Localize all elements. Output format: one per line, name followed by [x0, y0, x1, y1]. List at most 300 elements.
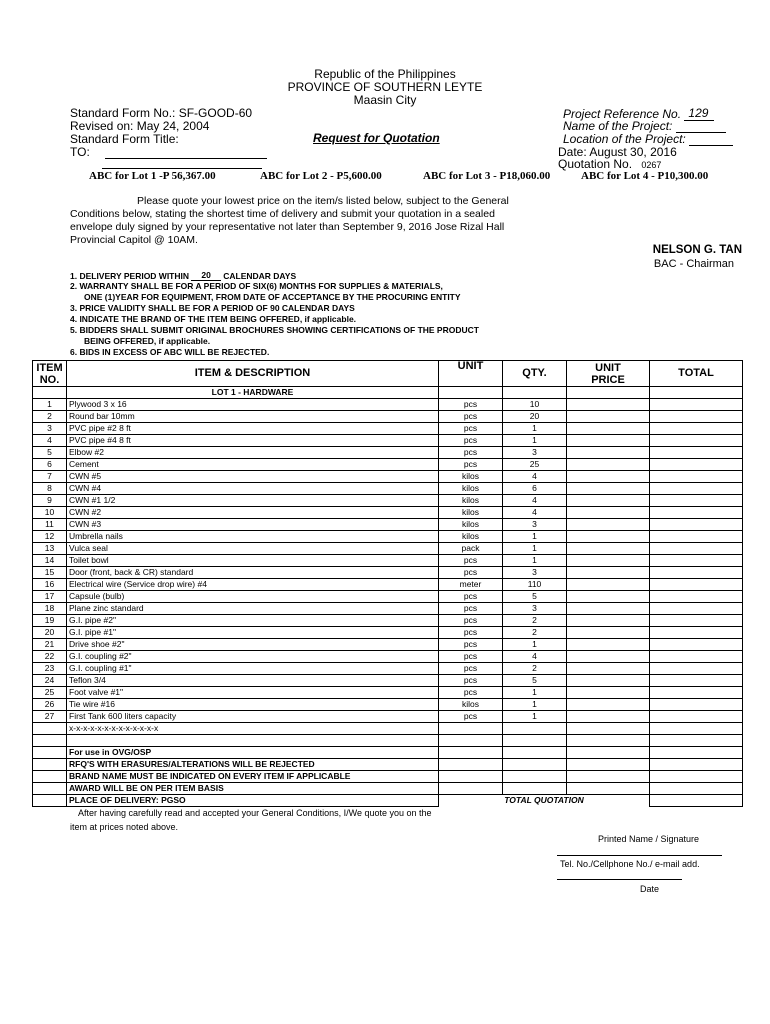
- to-field-line-2[interactable]: [102, 168, 262, 169]
- item-unit-cell: pcs: [439, 651, 503, 663]
- abc-lot-3: ABC for Lot 3 - P18,060.00: [423, 170, 551, 182]
- item-total-field[interactable]: [650, 483, 743, 495]
- revised-on: Revised on: May 24, 2004: [70, 119, 210, 133]
- item-no-cell: 14: [33, 555, 67, 567]
- item-unit-cell: pcs: [439, 423, 503, 435]
- item-desc-cell: PVC pipe #2 8 ft: [67, 423, 439, 435]
- intro-line-2: Conditions below, stating the shortest time of delivery and submit your quotation in a sealed: [70, 208, 495, 220]
- item-desc-cell: Foot valve #1": [67, 687, 439, 699]
- table-row: [33, 651, 743, 663]
- item-no-cell: 24: [33, 675, 67, 687]
- date-label: Date: [640, 884, 660, 894]
- item-unit-price-field[interactable]: [567, 531, 650, 543]
- project-name-label: Name of the Project:: [563, 119, 673, 133]
- item-total-field[interactable]: [650, 687, 743, 699]
- item-qty-cell: 4: [503, 651, 567, 663]
- note-cell-empty: [650, 747, 743, 759]
- item-unit-price-field[interactable]: [567, 483, 650, 495]
- item-qty-cell: 4: [503, 507, 567, 519]
- item-total-field[interactable]: [650, 519, 743, 531]
- blank-cell: [439, 735, 503, 747]
- blank-cell: [503, 735, 567, 747]
- lot-cell-price: [567, 387, 650, 399]
- note-text: AWARD WILL BE ON PER ITEM BASIS: [67, 783, 439, 795]
- item-no-cell: 11: [33, 519, 67, 531]
- item-unit-cell: pcs: [439, 627, 503, 639]
- item-desc-cell: G.I. coupling #2": [67, 651, 439, 663]
- date-line: Date: August 30, 2016: [558, 145, 677, 159]
- item-unit-price-field[interactable]: [567, 591, 650, 603]
- item-total-field[interactable]: [650, 675, 743, 687]
- item-qty-cell: 1: [503, 423, 567, 435]
- item-no-cell: 10: [33, 507, 67, 519]
- item-qty-cell: 20: [503, 411, 567, 423]
- blank-cell: [650, 735, 743, 747]
- item-unit-price-field[interactable]: [567, 615, 650, 627]
- note-cell-empty: [503, 771, 567, 783]
- table-row: [33, 483, 743, 495]
- item-qty-cell: 5: [503, 675, 567, 687]
- item-desc-cell: Toilet bowl: [67, 555, 439, 567]
- item-unit-price-field[interactable]: [567, 399, 650, 411]
- note-cell-empty: [439, 747, 503, 759]
- note-cell-empty: [503, 759, 567, 771]
- lot-cell-unit: [439, 387, 503, 399]
- items-table: [32, 360, 743, 807]
- condition-5b: BEING OFFERED, if applicable.: [84, 336, 211, 346]
- item-total-field[interactable]: [650, 567, 743, 579]
- terminator-cell-empty: [650, 723, 743, 735]
- table-row: [33, 675, 743, 687]
- note-row: [33, 795, 743, 807]
- item-unit-cell: kilos: [439, 495, 503, 507]
- table-row: [33, 555, 743, 567]
- item-unit-cell: kilos: [439, 507, 503, 519]
- item-qty-cell: 4: [503, 471, 567, 483]
- item-unit-cell: pcs: [439, 591, 503, 603]
- chairman-name: NELSON G. TAN: [652, 244, 742, 256]
- item-no-cell: 15: [33, 567, 67, 579]
- item-qty-cell: 4: [503, 495, 567, 507]
- item-unit-cell: pcs: [439, 663, 503, 675]
- item-unit-price-field[interactable]: [567, 603, 650, 615]
- republic-line: Republic of the Philippines: [314, 67, 456, 81]
- item-unit-price-field[interactable]: [567, 471, 650, 483]
- note-cell-empty: [567, 747, 650, 759]
- note-row: [33, 759, 743, 771]
- rfq-title: Request for Quotation: [313, 131, 440, 145]
- item-unit-price-field[interactable]: [567, 675, 650, 687]
- item-unit-cell: pcs: [439, 555, 503, 567]
- table-row: [33, 519, 743, 531]
- item-desc-cell: CWN #4: [67, 483, 439, 495]
- project-ref-label: Project Reference No.: [563, 107, 682, 121]
- note-row: [33, 771, 743, 783]
- item-unit-cell: kilos: [439, 471, 503, 483]
- item-no-cell: 16: [33, 579, 67, 591]
- item-unit-price-field[interactable]: [567, 627, 650, 639]
- item-total-field[interactable]: [650, 543, 743, 555]
- item-no-cell: 13: [33, 543, 67, 555]
- item-unit-cell: pcs: [439, 411, 503, 423]
- condition-1-pre: 1. DELIVERY PERIOD WITHIN: [70, 271, 192, 281]
- terminator-cell-empty: [439, 723, 503, 735]
- item-desc-cell: Plane zinc standard: [67, 603, 439, 615]
- item-unit-price-field[interactable]: [567, 567, 650, 579]
- project-location-label: Location of the Project:: [563, 132, 686, 146]
- to-field[interactable]: [105, 158, 267, 159]
- item-no-cell: 3: [33, 423, 67, 435]
- condition-3: 3. PRICE VALIDITY SHALL BE FOR A PERIOD OF 90 CALENDAR DAYS: [70, 303, 355, 313]
- footer-line-1: After having carefully read and accepted your General Conditions, I/We quote you on the: [78, 808, 432, 818]
- item-total-field[interactable]: [650, 507, 743, 519]
- item-desc-cell: Plywood 3 x 16: [67, 399, 439, 411]
- item-qty-cell: 1: [503, 531, 567, 543]
- blank-cell: [567, 735, 650, 747]
- item-no-cell: 18: [33, 603, 67, 615]
- item-total-field[interactable]: [650, 711, 743, 723]
- item-total-field[interactable]: [650, 639, 743, 651]
- item-qty-cell: 1: [503, 543, 567, 555]
- table-row: [33, 507, 743, 519]
- note-cell-no: [33, 771, 67, 783]
- table-row: [33, 579, 743, 591]
- table-row: [33, 399, 743, 411]
- item-unit-price-field[interactable]: [567, 519, 650, 531]
- table-row: [33, 711, 743, 723]
- item-no-cell: 6: [33, 459, 67, 471]
- item-unit-cell: kilos: [439, 531, 503, 543]
- chairman-title: BAC - Chairman: [653, 258, 734, 270]
- item-unit-cell: pcs: [439, 675, 503, 687]
- note-row: [33, 747, 743, 759]
- intro-line-1: Please quote your lowest price on the item/s listed below, subject to the General: [137, 195, 509, 207]
- table-row: [33, 471, 743, 483]
- item-qty-cell: 2: [503, 663, 567, 675]
- item-total-field[interactable]: [650, 447, 743, 459]
- condition-2a: 2. WARRANTY SHALL BE FOR A PERIOD OF SIX(6) MONTHS FOR SUPPLIES & MATERIALS,: [70, 281, 443, 291]
- item-total-field[interactable]: [650, 591, 743, 603]
- table-row: [33, 687, 743, 699]
- item-no-cell: 5: [33, 447, 67, 459]
- item-unit-price-field[interactable]: [567, 639, 650, 651]
- city-line: Maasin City: [353, 93, 417, 107]
- total-quotation-field[interactable]: [650, 795, 743, 807]
- item-unit-cell: pcs: [439, 435, 503, 447]
- item-unit-price-field[interactable]: [567, 711, 650, 723]
- item-unit-price-field[interactable]: [567, 423, 650, 435]
- item-unit-price-field[interactable]: [567, 447, 650, 459]
- condition-1-days: 20: [191, 270, 220, 281]
- terminator-cell-empty: [567, 723, 650, 735]
- col-header-description: ITEM & DESCRIPTION: [67, 361, 439, 387]
- note-cell-empty: [650, 783, 743, 795]
- item-qty-cell: 1: [503, 711, 567, 723]
- item-qty-cell: 1: [503, 687, 567, 699]
- quotation-label: Quotation No.: [558, 157, 633, 171]
- item-desc-cell: Cement: [67, 459, 439, 471]
- project-location: [563, 132, 733, 146]
- item-unit-cell: pack: [439, 543, 503, 555]
- item-qty-cell: 1: [503, 435, 567, 447]
- project-ref-value[interactable]: 129: [684, 106, 714, 121]
- item-desc-cell: First Tank 600 liters capacity: [67, 711, 439, 723]
- item-unit-cell: meter: [439, 579, 503, 591]
- project-location-field[interactable]: [689, 145, 733, 146]
- col-header-unit: UNIT: [439, 361, 503, 387]
- terminator-text: x-x-x-x-x-x-x-x-x-x-x-x-x: [67, 723, 439, 735]
- table-row: [33, 615, 743, 627]
- date-signature-line[interactable]: [557, 879, 682, 880]
- item-desc-cell: Electrical wire (Service drop wire) #4: [67, 579, 439, 591]
- condition-4: 4. INDICATE THE BRAND OF THE ITEM BEING OFFERED, if applicable.: [70, 314, 357, 324]
- item-unit-cell: pcs: [439, 447, 503, 459]
- item-no-cell: 20: [33, 627, 67, 639]
- table-row: [33, 603, 743, 615]
- item-total-field[interactable]: [650, 615, 743, 627]
- item-desc-cell: Tie wire #16: [67, 699, 439, 711]
- item-unit-cell: pcs: [439, 615, 503, 627]
- item-no-cell: 1: [33, 399, 67, 411]
- col-header-unit-price: UNIT PRICE: [567, 361, 650, 387]
- item-no-cell: 25: [33, 687, 67, 699]
- item-total-field[interactable]: [650, 579, 743, 591]
- blank-cell: [33, 735, 67, 747]
- col-header-item-no: ITEM NO.: [33, 361, 67, 387]
- note-cell-no: [33, 759, 67, 771]
- item-no-cell: 12: [33, 531, 67, 543]
- quotation-no: [558, 157, 661, 171]
- abc-lot-4: ABC for Lot 4 - P10,300.00: [581, 170, 709, 182]
- table-row: [33, 639, 743, 651]
- note-cell-empty: [439, 759, 503, 771]
- printed-name-label: Printed Name / Signature: [598, 834, 700, 844]
- item-unit-price-field[interactable]: [567, 543, 650, 555]
- item-total-field[interactable]: [650, 411, 743, 423]
- note-cell-empty: [503, 747, 567, 759]
- table-row: [33, 459, 743, 471]
- item-desc-cell: CWN #2: [67, 507, 439, 519]
- item-qty-cell: 10: [503, 399, 567, 411]
- item-qty-cell: 110: [503, 579, 567, 591]
- item-unit-price-field[interactable]: [567, 411, 650, 423]
- item-desc-cell: Door (front, back & CR) standard: [67, 567, 439, 579]
- item-no-cell: 17: [33, 591, 67, 603]
- item-total-field[interactable]: [650, 651, 743, 663]
- item-unit-price-field[interactable]: [567, 699, 650, 711]
- table-row: [33, 543, 743, 555]
- blank-row: [33, 735, 743, 747]
- item-unit-price-field[interactable]: [567, 459, 650, 471]
- item-desc-cell: CWN #3: [67, 519, 439, 531]
- item-total-field[interactable]: [650, 495, 743, 507]
- item-unit-cell: kilos: [439, 519, 503, 531]
- item-total-field[interactable]: [650, 399, 743, 411]
- item-qty-cell: 1: [503, 639, 567, 651]
- item-total-field[interactable]: [650, 603, 743, 615]
- item-unit-price-field[interactable]: [567, 555, 650, 567]
- note-cell-empty: [650, 771, 743, 783]
- item-qty-cell: 2: [503, 615, 567, 627]
- note-cell-no: [33, 795, 67, 807]
- col-header-total: TOTAL: [650, 361, 743, 387]
- intro-line-4: Provincial Capitol @ 10AM.: [70, 234, 198, 246]
- item-unit-price-field[interactable]: [567, 435, 650, 447]
- item-no-cell: 26: [33, 699, 67, 711]
- table-row: [33, 591, 743, 603]
- items-body: [33, 387, 743, 807]
- item-no-cell: 23: [33, 663, 67, 675]
- item-no-cell: 2: [33, 411, 67, 423]
- lot-cell-no: [33, 387, 67, 399]
- item-desc-cell: Elbow #2: [67, 447, 439, 459]
- item-desc-cell: CWN #1 1/2: [67, 495, 439, 507]
- item-desc-cell: Vulca seal: [67, 543, 439, 555]
- project-name: [563, 119, 726, 133]
- item-desc-cell: Teflon 3/4: [67, 675, 439, 687]
- item-total-field[interactable]: [650, 627, 743, 639]
- standard-form-no: Standard Form No.: SF-GOOD-60: [70, 106, 253, 120]
- item-no-cell: 4: [33, 435, 67, 447]
- province-line: PROVINCE OF SOUTHERN LEYTE: [287, 80, 483, 94]
- table-row: [33, 495, 743, 507]
- condition-2b: ONE (1)YEAR FOR EQUIPMENT, FROM DATE OF ACCEPTANCE BY THE PROCURING ENTITY: [84, 292, 461, 302]
- blank-cell: [67, 735, 439, 747]
- item-total-field[interactable]: [650, 555, 743, 567]
- condition-1: [70, 270, 296, 281]
- note-cell-empty: [567, 771, 650, 783]
- item-total-field[interactable]: [650, 531, 743, 543]
- item-desc-cell: G.I. coupling #1": [67, 663, 439, 675]
- total-quotation-label: TOTAL QUOTATION: [504, 795, 584, 806]
- note-text: For use in OVG/OSP: [67, 747, 439, 759]
- to-label: [70, 145, 267, 159]
- abc-lot-1: ABC for Lot 1 -P 56,367.00: [89, 170, 216, 182]
- note-cell-empty: [503, 783, 567, 795]
- item-qty-cell: 1: [503, 555, 567, 567]
- note-cell-empty: [650, 759, 743, 771]
- item-unit-price-field[interactable]: [567, 507, 650, 519]
- terminator-cell-no: [33, 723, 67, 735]
- item-no-cell: 8: [33, 483, 67, 495]
- table-row: [33, 447, 743, 459]
- table-row: [33, 411, 743, 423]
- item-desc-cell: Umbrella nails: [67, 531, 439, 543]
- item-desc-cell: CWN #5: [67, 471, 439, 483]
- item-no-cell: 9: [33, 495, 67, 507]
- note-cell-no: [33, 747, 67, 759]
- item-total-field[interactable]: [650, 471, 743, 483]
- abc-lot-2: ABC for Lot 2 - P5,600.00: [260, 170, 382, 182]
- note-text: BRAND NAME MUST BE INDICATED ON EVERY ITEM IF APPLICABLE: [67, 771, 439, 783]
- item-total-field[interactable]: [650, 435, 743, 447]
- terminator-cell-empty: [503, 723, 567, 735]
- note-row: [33, 783, 743, 795]
- item-total-field[interactable]: [650, 699, 743, 711]
- to-label-text: TO:: [70, 145, 90, 159]
- table-row: [33, 435, 743, 447]
- item-qty-cell: 1: [503, 699, 567, 711]
- quotation-value: 0267: [641, 160, 662, 170]
- item-qty-cell: 5: [503, 591, 567, 603]
- note-text: RFQ'S WITH ERASURES/ALTERATIONS WILL BE REJECTED: [67, 759, 439, 771]
- item-unit-cell: pcs: [439, 603, 503, 615]
- standard-form-title: Standard Form Title:: [70, 132, 179, 146]
- item-total-field[interactable]: [650, 459, 743, 471]
- item-desc-cell: G.I. pipe #1": [67, 627, 439, 639]
- item-qty-cell: 3: [503, 603, 567, 615]
- item-unit-price-field[interactable]: [567, 495, 650, 507]
- item-unit-cell: kilos: [439, 699, 503, 711]
- item-no-cell: 7: [33, 471, 67, 483]
- tel-label: Tel. No./Cellphone No./ e-mail add.: [560, 859, 700, 869]
- item-total-field[interactable]: [650, 423, 743, 435]
- item-desc-cell: Capsule (bulb): [67, 591, 439, 603]
- item-desc-cell: G.I. pipe #2": [67, 615, 439, 627]
- item-unit-cell: pcs: [439, 711, 503, 723]
- note-cell-empty: [567, 783, 650, 795]
- item-no-cell: 19: [33, 615, 67, 627]
- lot-row: [33, 387, 743, 399]
- note-cell-empty: [439, 783, 503, 795]
- item-unit-cell: kilos: [439, 483, 503, 495]
- item-no-cell: 21: [33, 639, 67, 651]
- lot-label: LOT 1 - HARDWARE: [67, 387, 439, 399]
- condition-6: 6. BIDS IN EXCESS OF ABC WILL BE REJECTED.: [70, 347, 270, 357]
- item-qty-cell: 3: [503, 447, 567, 459]
- item-unit-cell: pcs: [439, 567, 503, 579]
- item-unit-price-field[interactable]: [567, 579, 650, 591]
- item-unit-price-field[interactable]: [567, 651, 650, 663]
- item-unit-cell: pcs: [439, 399, 503, 411]
- table-row: [33, 567, 743, 579]
- lot-cell-qty: [503, 387, 567, 399]
- item-unit-cell: pcs: [439, 459, 503, 471]
- col-header-qty: QTY.: [503, 361, 567, 387]
- table-row: [33, 531, 743, 543]
- note-cell-empty: [567, 759, 650, 771]
- item-desc-cell: PVC pipe #4 8 ft: [67, 435, 439, 447]
- condition-1-post: CALENDAR DAYS: [220, 271, 297, 281]
- note-cell-empty: [439, 771, 503, 783]
- item-desc-cell: Round bar 10mm: [67, 411, 439, 423]
- condition-5a: 5. BIDDERS SHALL SUBMIT ORIGINAL BROCHURES SHOWING CERTIFICATIONS OF THE PRODUCT: [70, 325, 479, 335]
- item-qty-cell: 3: [503, 519, 567, 531]
- terminator-row: [33, 723, 743, 735]
- item-qty-cell: 6: [503, 483, 567, 495]
- item-qty-cell: 2: [503, 627, 567, 639]
- item-unit-price-field[interactable]: [567, 663, 650, 675]
- item-qty-cell: 25: [503, 459, 567, 471]
- item-unit-price-field[interactable]: [567, 687, 650, 699]
- item-no-cell: 22: [33, 651, 67, 663]
- table-row: [33, 423, 743, 435]
- item-unit-cell: pcs: [439, 639, 503, 651]
- table-row: [33, 699, 743, 711]
- item-qty-cell: 3: [503, 567, 567, 579]
- item-no-cell: 27: [33, 711, 67, 723]
- lot-cell-total: [650, 387, 743, 399]
- item-desc-cell: Drive shoe #2": [67, 639, 439, 651]
- tel-signature-line[interactable]: [557, 855, 722, 856]
- note-cell-no: [33, 783, 67, 795]
- table-row: [33, 627, 743, 639]
- table-row: [33, 663, 743, 675]
- intro-line-3: envelope duly signed by your representative not later than September 9, 2016 Jose Rizal Hall: [70, 221, 505, 233]
- note-text: PLACE OF DELIVERY: PGSO: [67, 795, 439, 807]
- item-total-field[interactable]: [650, 663, 743, 675]
- item-unit-cell: pcs: [439, 687, 503, 699]
